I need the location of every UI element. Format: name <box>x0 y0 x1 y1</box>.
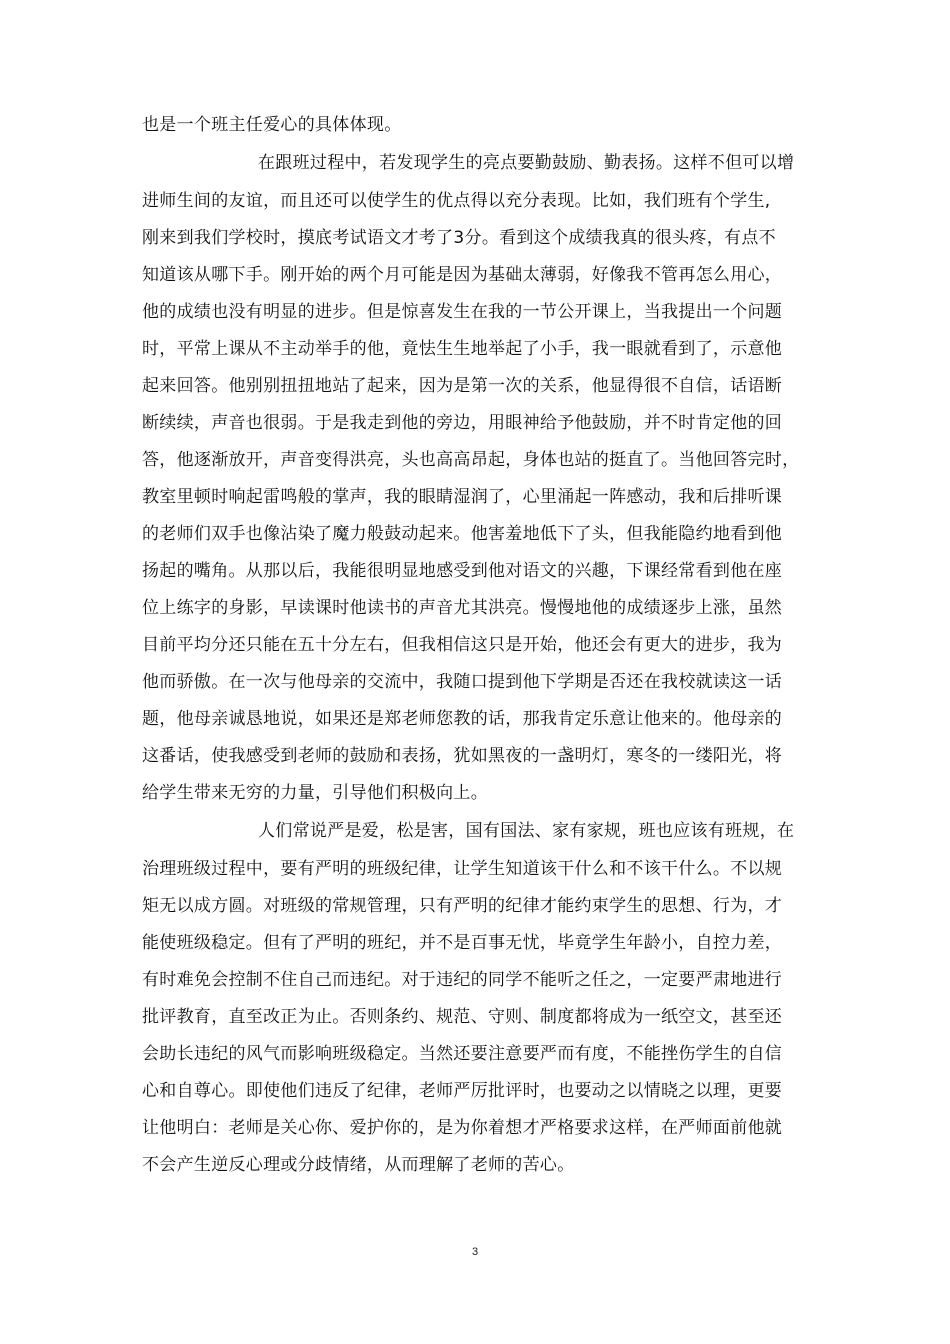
paragraph-2-line-8: 断续续，声音也很弱。于是我走到他的旁边，用眼神给予他鼓励，并不时肯定他的回 <box>142 413 783 433</box>
paragraph-3-line-5: 有时难免会控制不住自己而违纪。对于违纪的同学不能听之任之，一定要严肃地进行 <box>142 970 783 990</box>
paragraph-2-line-1: 在跟班过程中，若发现学生的亮点要勤鼓励、勤表扬。这样不但可以增 <box>258 153 795 173</box>
paragraph-2-line-15: 他而骄傲。在一次与他母亲的交流中，我随口提到他下学期是否还在我校就读这一话 <box>142 672 783 692</box>
paragraph-2-line-12: 扬起的嘴角。从那以后，我能很明显地感受到他对语文的兴趣，下课经常看到他在座 <box>142 561 783 581</box>
paragraph-2-line-11: 的老师们双手也像沾染了魔力般鼓动起来。他害羞地低下了头，但我能隐约地看到他 <box>142 524 783 544</box>
paragraph-3-line-8: 心和自尊心。即使他们违反了纪律，老师严厉批评时，也要动之以情晓之以理，更要 <box>142 1081 783 1101</box>
paragraph-2-line-10: 教室里顿时响起雷鸣般的掌声，我的眼睛湿润了，心里涌起一阵感动，我和后排听课 <box>142 487 783 507</box>
paragraph-2-line-16: 题，他母亲诚恳地说，如果还是郑老师您教的话，那我肯定乐意让他来的。他母亲的 <box>142 709 783 729</box>
paragraph-3-line-7: 会助长违纪的风气而影响班级稳定。当然还要注意要严而有度，不能挫伤学生的自信 <box>142 1044 783 1064</box>
paragraph-2-line-3: 刚来到我们学校时，摸底考试语文才考了3分。看到这个成绩我真的很头疼，有点不 <box>142 228 776 248</box>
page-number: 3 <box>471 1246 479 1258</box>
paragraph-1-line-1: 也是一个班主任爱心的具体体现。 <box>142 115 402 135</box>
paragraph-2-line-4: 知道该从哪下手。刚开始的两个月可能是因为基础太薄弱，好像我不管再怎么用心， <box>142 265 783 285</box>
paragraph-2-line-13: 位上练字的身影，早读课时他读书的声音尤其洪亮。慢慢地他的成绩逐步上涨，虽然 <box>142 598 783 618</box>
paragraph-2-line-7: 起来回答。他别别扭扭地站了起来，因为是第一次的关系，他显得很不自信，话语断 <box>142 376 783 396</box>
paragraph-2-line-17: 这番话，使我感受到老师的鼓励和表扬，犹如黑夜的一盏明灯，寒冬的一缕阳光，将 <box>142 746 783 766</box>
paragraph-3-line-10: 不会产生逆反心理或分歧情绪，从而理解了老师的苦心。 <box>142 1155 575 1175</box>
paragraph-3-line-4: 能使班级稳定。但有了严明的班纪，并不是百事无忧，毕竟学生年龄小，自控力差， <box>142 933 783 953</box>
paragraph-2-line-14: 目前平均分还只能在五十分左右，但我相信这只是开始，他还会有更大的进步，我为 <box>142 635 783 655</box>
paragraph-3-line-2: 治理班级过程中，要有严明的班级纪律，让学生知道该干什么和不该干什么。不以规 <box>142 859 783 879</box>
paragraph-3-line-9: 让他明白：老师是关心你、爱护你的，是为你着想才严格要求这样，在严师面前他就 <box>142 1118 783 1138</box>
paragraph-2-line-18: 给学生带来无穷的力量，引导他们积极向上。 <box>142 783 488 803</box>
paragraph-2-line-5: 他的成绩也没有明显的进步。但是惊喜发生在我的一节公开课上，当我提出一个问题 <box>142 302 783 322</box>
paragraph-3-line-6: 批评教育，直至改正为止。否则条约、规范、守则、制度都将成为一纸空文，甚至还 <box>142 1007 783 1027</box>
paragraph-2-line-2: 进师生间的友谊，而且还可以使学生的优点得以充分表现。比如，我们班有个学生, <box>142 191 771 211</box>
paragraph-2-line-6: 时，平常上课从不主动举手的他，竟怯生生地举起了小手，我一眼就看到了，示意他 <box>142 339 783 359</box>
paragraph-3-line-3: 矩无以成方圆。对班级的常规管理，只有严明的纪律才能约束学生的思想、行为，才 <box>142 896 783 916</box>
paragraph-3-line-1: 人们常说严是爱，松是害，国有国法、家有家规，班也应该有班规，在 <box>258 821 795 841</box>
paragraph-2-line-9: 答，他逐渐放开，声音变得洪亮，头也高高昂起，身体也站的挺直了。当他回答完时， <box>142 450 800 470</box>
